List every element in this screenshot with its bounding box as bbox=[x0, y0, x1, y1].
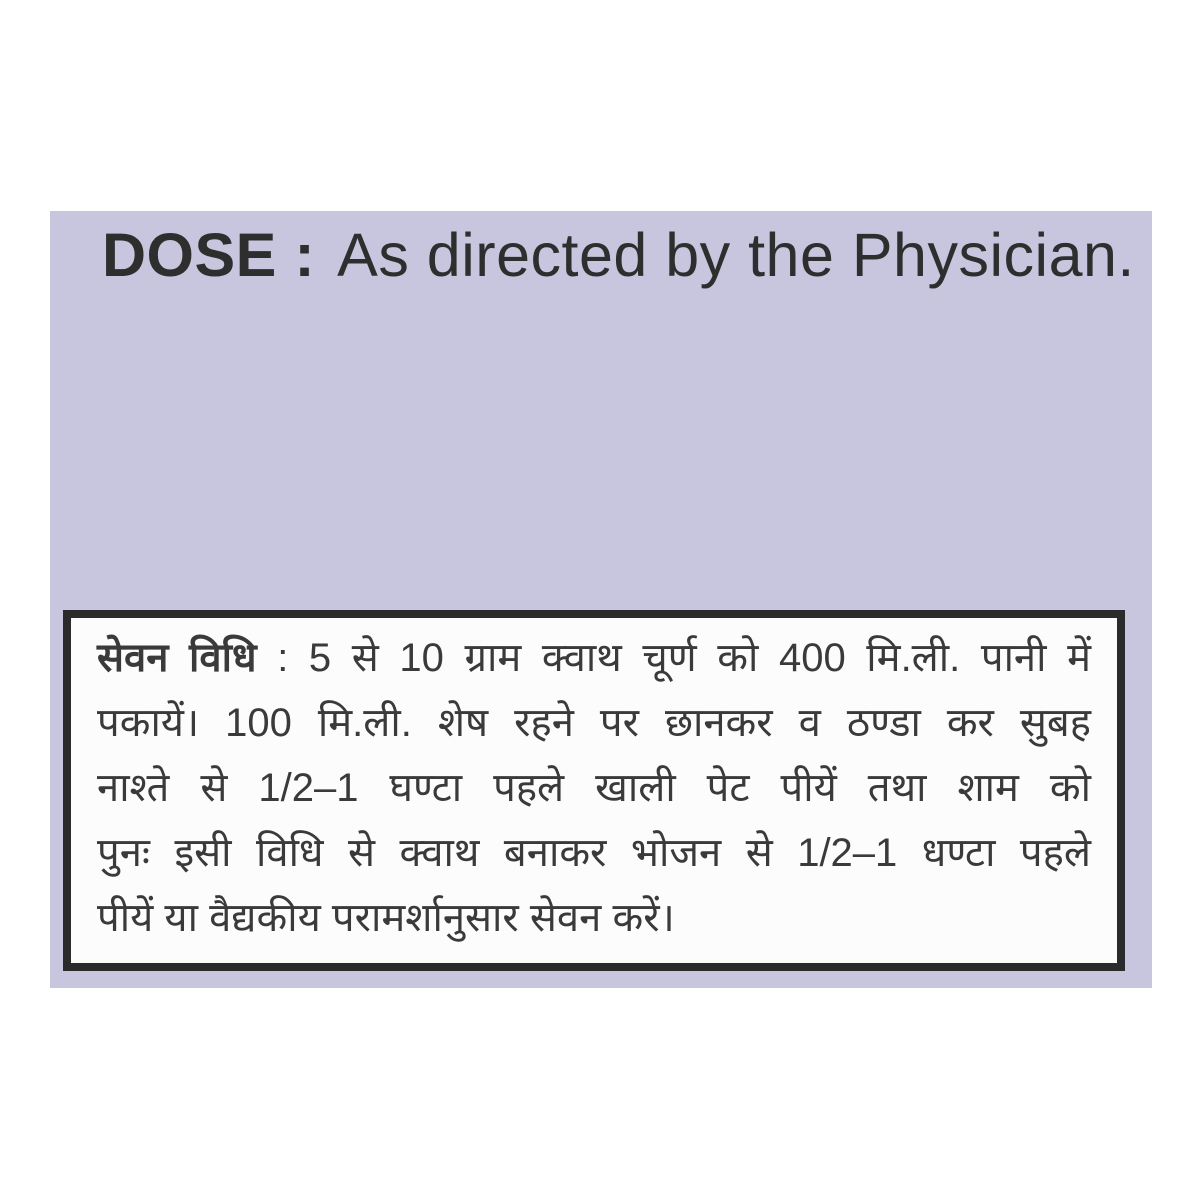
dose-heading bbox=[102, 217, 1135, 293]
instruction-lead-label: सेवन विधि bbox=[97, 636, 257, 680]
instruction-line-2: पकायें। 100 मि.ली. शेष रहने पर छानकर व ठण्डा कर सुबह bbox=[97, 701, 1091, 745]
instruction-line-5: पीयें या वैद्यकीय परामर्शानुसार सेवन करें। bbox=[97, 896, 675, 940]
dose-label-panel bbox=[50, 211, 1152, 988]
dose-heading-label: DOSE : bbox=[102, 221, 316, 289]
usage-instructions-box bbox=[63, 610, 1125, 971]
instruction-line-1-rest: : 5 से 10 ग्राम क्वाथ चूर्ण को 400 मि.ली. पानी में bbox=[277, 636, 1091, 680]
instruction-line-4: पुनः इसी विधि से क्वाथ बनाकर भोजन से 1/2–1 धण्टा पहले bbox=[97, 831, 1091, 875]
dose-heading-text: As directed by the Physician. bbox=[337, 221, 1135, 289]
instruction-line-3: नाश्ते से 1/2–1 घण्टा पहले खाली पेट पीयें तथा शाम को bbox=[97, 766, 1091, 810]
instruction-line-1 bbox=[97, 626, 1091, 691]
